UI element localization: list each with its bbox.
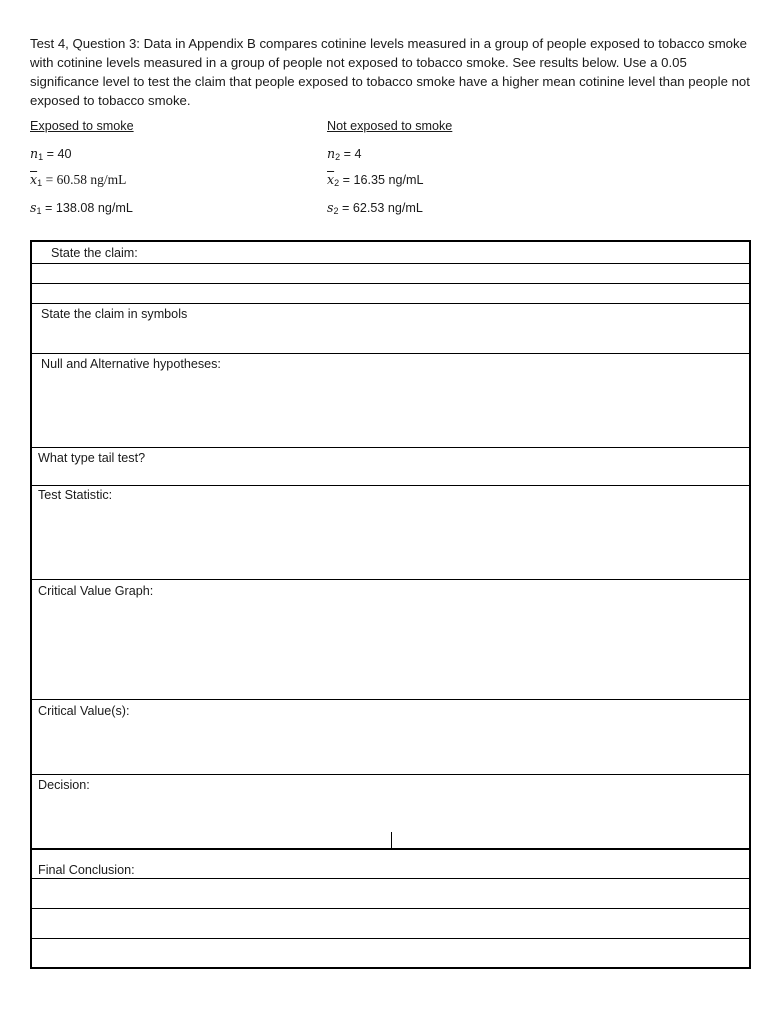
exposed-n-value: = 40: [46, 147, 72, 161]
not-exposed-s-var: s: [327, 200, 334, 215]
exposed-n-sub: 1: [38, 152, 44, 162]
row-divider: [32, 938, 749, 939]
row-divider: [32, 283, 749, 284]
row-divider: [32, 303, 749, 304]
not-exposed-n-value: = 4: [343, 147, 362, 161]
exposed-sd: [30, 200, 133, 216]
row-divider: [32, 447, 749, 448]
hypotheses-label: Null and Alternative hypotheses:: [41, 357, 221, 371]
not-exposed-xbar-sub: 2: [334, 178, 340, 188]
critical-values-label: Critical Value(s):: [38, 704, 130, 718]
row-divider: [32, 485, 749, 486]
worksheet-table: [30, 240, 751, 969]
not-exposed-xbar-var: $\overline{x}$: [327, 172, 335, 187]
tail-test-label: What type tail test?: [38, 451, 146, 465]
exposed-xbar-var: $\overline{x}$: [30, 172, 38, 187]
exposed-n: [30, 146, 72, 162]
not-exposed-s-value: = 62.53 ng/mL: [341, 201, 423, 215]
not-exposed-n-sub: 2: [335, 152, 341, 162]
not-exposed-n-var: n: [327, 146, 336, 161]
not-exposed-xbar-value: = 16.35 ng/mL: [342, 173, 424, 187]
exposed-s-value: = 138.08 ng/mL: [44, 201, 133, 215]
row-divider: [32, 878, 749, 879]
not-exposed-s-sub: 2: [333, 206, 339, 216]
state-claim-label: State the claim:: [51, 246, 138, 260]
exposed-s-sub: 1: [36, 206, 42, 216]
row-divider: [32, 699, 749, 700]
not-exposed-n: [327, 146, 362, 162]
exposed-heading: Exposed to smoke: [30, 119, 134, 133]
exposed-xbar-value: = 60.58 ng/mL: [45, 172, 127, 187]
row-divider: [32, 353, 749, 354]
exposed-xbar-sub: 1: [37, 178, 43, 188]
not-exposed-mean: [327, 172, 424, 188]
exposed-s-var: s: [30, 200, 37, 215]
not-exposed-heading: Not exposed to smoke: [327, 119, 453, 133]
decision-label: Decision:: [38, 778, 90, 792]
question-text: Test 4, Question 3: Data in Appendix B compares cotinine levels measured in a group of people exposed to tobacco smoke with cotinine levels measured in a group of people not exposed to tobacco smoke. See results below. Use a 0.05 significance level to test the claim that people exposed to tobacco smoke have a higher mean cotinine level than people not exposed to tobacco smoke.: [30, 36, 750, 108]
row-divider: [32, 908, 749, 909]
row-divider: [32, 263, 749, 264]
final-conclusion-label: Final Conclusion:: [38, 863, 135, 877]
test-statistic-label: Test Statistic:: [38, 488, 113, 502]
not-exposed-sd: [327, 200, 423, 216]
critical-graph-label: Critical Value Graph:: [38, 584, 154, 598]
text-cursor: [391, 832, 392, 849]
row-divider: [32, 579, 749, 580]
claim-symbols-label: State the claim in symbols: [41, 307, 188, 321]
exposed-mean: [30, 172, 126, 188]
row-divider: [32, 774, 749, 775]
exposed-n-var: n: [30, 146, 39, 161]
